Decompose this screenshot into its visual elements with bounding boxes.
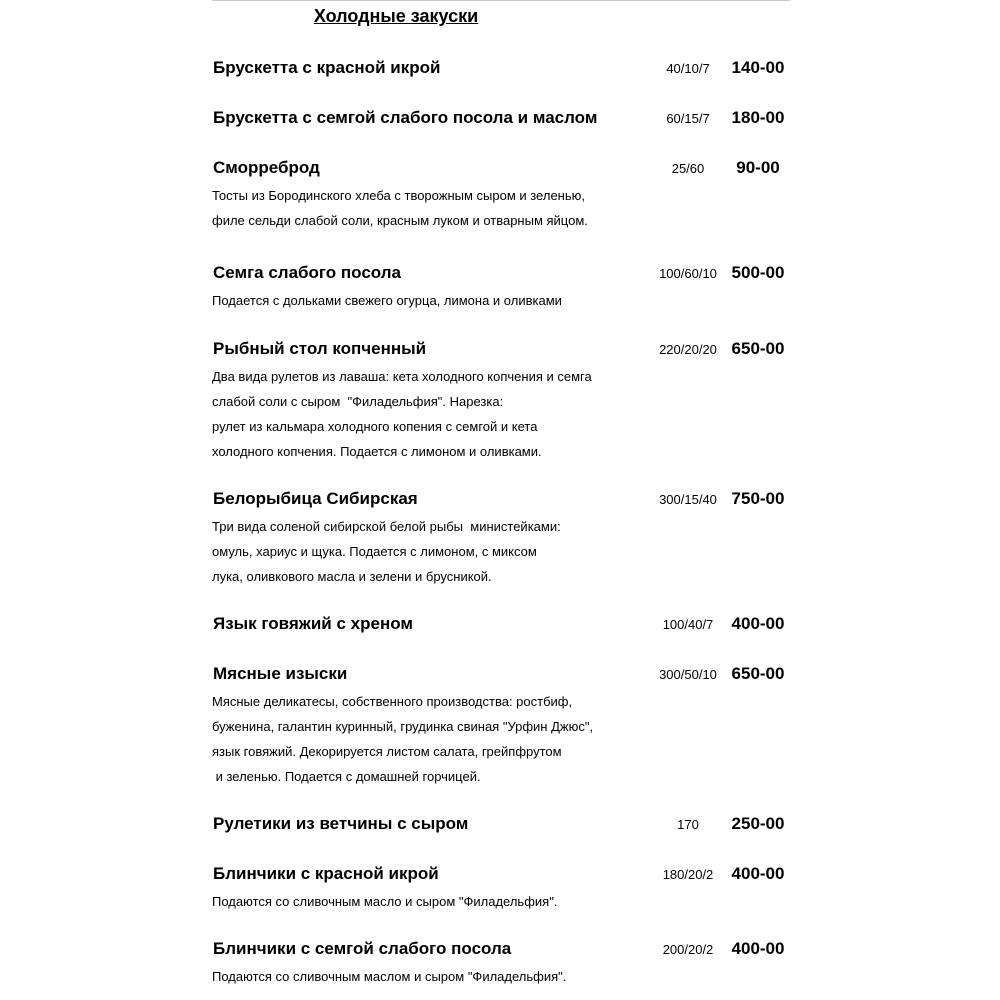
description-line: Тосты из Бородинского хлеба с творожным сыром и зеленью,	[212, 188, 585, 203]
item-price: 400-00	[731, 864, 785, 883]
item-description	[212, 183, 652, 233]
item-price: 180-00	[731, 108, 785, 127]
item-description	[212, 514, 652, 589]
description-line: буженина, галантин куринный, грудинка свиная "Урфин Джюс",	[212, 719, 594, 734]
item-description	[212, 364, 652, 464]
description-line: язык говяжий. Декорируется листом салата, грейпфрутом	[212, 744, 562, 759]
item-price: 500-00	[731, 263, 785, 282]
description-line: рулет из кальмара холодного копения с семгой и кета	[212, 419, 538, 434]
item-weight: 300/50/10	[659, 667, 717, 682]
description-line: Подается с дольками свежего огурца, лимона и оливками	[212, 293, 562, 308]
item-description	[212, 689, 652, 789]
description-line: холодного копчения. Подается с лимоном и оливками.	[212, 444, 542, 459]
item-name: Брускетта с семгой слабого посола и маслом	[213, 108, 598, 127]
item-weight: 40/10/7	[666, 61, 710, 76]
item-price: 750-00	[731, 489, 785, 508]
description-line: слабой соли с сыром "Филадельфия". Нарезка:	[212, 394, 504, 409]
item-weight: 25/60	[671, 161, 705, 176]
item-price: 400-00	[731, 939, 785, 958]
item-weight: 200/20/2	[662, 942, 714, 957]
item-name: Блинчики с красной икрой	[213, 864, 439, 883]
top-divider	[212, 0, 790, 1]
item-weight: 180/20/2	[662, 867, 714, 882]
item-name: Мясные изыски	[213, 664, 348, 683]
item-price: 90-00	[736, 158, 780, 177]
item-weight: 100/60/10	[659, 266, 717, 281]
description-line: Два вида рулетов из лаваша: кета холодного копчения и семга	[212, 369, 592, 384]
description-line: Подаются со сливочным масло и сыром "Филадельфия".	[212, 894, 558, 909]
item-weight: 220/20/20	[659, 342, 717, 357]
item-name: Белорыбица Сибирская	[213, 489, 418, 508]
item-weight: 100/40/7	[662, 617, 714, 632]
description-line: Три вида соленой сибирской белой рыбы министейками:	[212, 519, 561, 534]
description-line: и зеленью. Подается с домашней горчицей.	[212, 769, 481, 784]
item-price: 140-00	[731, 58, 785, 77]
item-price: 650-00	[731, 664, 785, 683]
description-line: лука, оливкового масла и зелени и брусникой.	[212, 569, 492, 584]
item-name: Блинчики с семгой слабого посола	[213, 939, 512, 958]
item-description	[212, 288, 652, 313]
item-name: Язык говяжий с хреном	[213, 614, 413, 633]
item-price: 400-00	[731, 614, 785, 633]
section-title: Холодные закуски	[313, 6, 479, 26]
description-line: Подаются со сливочным маслом и сыром "Филадельфия".	[212, 969, 567, 984]
item-name: Сморреброд	[213, 158, 320, 177]
item-name: Семга слабого посола	[213, 263, 401, 282]
item-weight: 170	[677, 817, 699, 832]
description-line: Мясные деликатесы, собственного производства: ростбиф,	[212, 694, 573, 709]
item-description	[212, 889, 652, 914]
item-weight: 300/15/40	[659, 492, 717, 507]
item-price: 250-00	[731, 814, 785, 833]
item-name: Рыбный стол копченный	[213, 339, 427, 358]
item-name: Брускетта с красной икрой	[213, 58, 441, 77]
item-price: 650-00	[731, 339, 785, 358]
item-description	[212, 964, 652, 989]
description-line: филе сельди слабой соли, красным луком и отварным яйцом.	[212, 213, 588, 228]
description-line: омуль, хариус и щука. Подается с лимоном, с миксом	[212, 544, 537, 559]
item-name: Рулетики из ветчины с сыром	[213, 814, 469, 833]
item-weight: 60/15/7	[666, 111, 710, 126]
